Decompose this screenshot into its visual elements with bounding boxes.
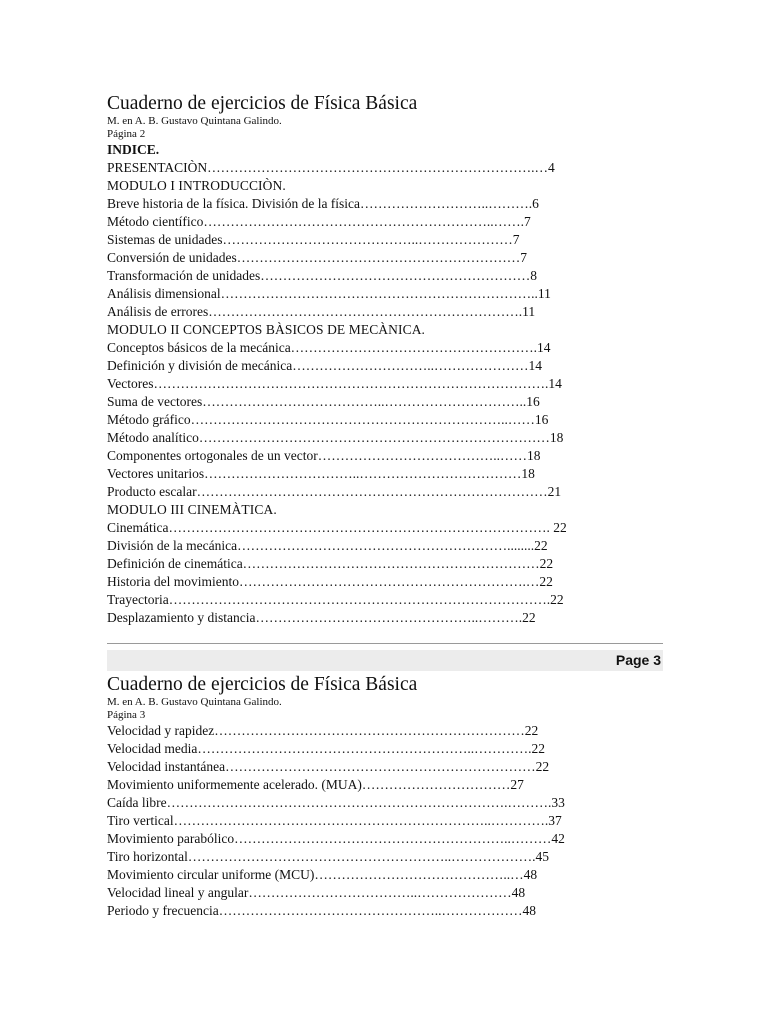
toc-module-heading: MODULO I INTRODUCCIÒN. bbox=[107, 178, 286, 193]
toc-entry: Velocidad media……………………………………………………..………….22 bbox=[107, 741, 545, 756]
toc-entry: Definición de cinemática…………………………………………………………22 bbox=[107, 556, 554, 571]
toc-module-heading: MODULO II CONCEPTOS BÀSICOS DE MECÀNICA. bbox=[107, 322, 426, 337]
toc-entry: Análisis dimensional……………………………………………………………..11 bbox=[107, 286, 551, 301]
toc-entry: División de la mecánica……………………………………………………........22 bbox=[107, 538, 548, 553]
document-title: Cuaderno de ejercicios de Física Básica bbox=[107, 674, 418, 695]
toc-entry: Definición y división de mecánica…………………………..…………………14 bbox=[107, 358, 542, 373]
page-number-label: Página 3 bbox=[107, 709, 146, 721]
toc-entry: Método analítico……………………………………………………………………18 bbox=[107, 430, 564, 445]
toc-entry: Suma de vectores…………………………………..…………………………..16 bbox=[107, 394, 540, 409]
toc-entry: Periodo y frecuencia…………………………………………..………………48 bbox=[107, 903, 536, 918]
toc-entry: Análisis de errores…………………………………………………………….11 bbox=[107, 304, 536, 319]
toc-entry: Movimiento circular uniforme (MCU)……………………………………..…48 bbox=[107, 867, 538, 882]
toc-entry: Método científico………………………………………………………..…….7 bbox=[107, 214, 531, 229]
toc-entry: Movimiento uniformemente acelerado. (MUA)……………………………27 bbox=[107, 777, 524, 792]
page-3-label: Page 3 bbox=[615, 652, 661, 668]
table-of-contents bbox=[107, 159, 667, 627]
toc-entry: PRESENTACIÒN……………………………………………………………….…4 bbox=[107, 160, 555, 175]
toc-entry: Tiro horizontal…………………………………………………..……………….45 bbox=[107, 849, 549, 864]
toc-entry: Producto escalar……………………………………………………………………21 bbox=[107, 484, 562, 499]
toc-entry: Caída libre………………………………………………………………….……….33 bbox=[107, 795, 565, 810]
toc-entry: Trayectoria………………………………………………………………………….22 bbox=[107, 592, 564, 607]
toc-entry: Vectores…………………………………………………………………………….14 bbox=[107, 376, 562, 391]
toc-entry: Vectores unitarios……………………………..………………………………18 bbox=[107, 466, 535, 481]
page-header-band bbox=[107, 650, 663, 671]
toc-entry: Breve historia de la física. División de la física………………………..……….6 bbox=[107, 196, 539, 211]
toc-entry: Método gráfico……………………………………………………………..……16 bbox=[107, 412, 549, 427]
document-page-2 bbox=[107, 92, 667, 627]
document-page-3 bbox=[107, 673, 667, 920]
author-line: M. en A. B. Gustavo Quintana Galindo. bbox=[107, 115, 282, 127]
document-title: Cuaderno de ejercicios de Física Básica bbox=[107, 93, 418, 114]
toc-entry: Conceptos básicos de la mecánica……………………………………………….14 bbox=[107, 340, 551, 355]
toc-entry: Sistemas de unidades……………………………………..…………………7 bbox=[107, 232, 520, 247]
toc-entry: Componentes ortogonales de un vector…………………………………..……18 bbox=[107, 448, 541, 463]
author-line: M. en A. B. Gustavo Quintana Galindo. bbox=[107, 696, 282, 708]
toc-entry: Velocidad instantánea……………………………………………………………22 bbox=[107, 759, 550, 774]
toc-entry: Historia del movimiento……………………………………………………….…22 bbox=[107, 574, 553, 589]
toc-entry: Velocidad lineal y angular………………………………..…………………48 bbox=[107, 885, 526, 900]
toc-entry: Desplazamiento y distancia…………………………………………..……….22 bbox=[107, 610, 536, 625]
toc-entry: Transformación de unidades……………………………………………………8 bbox=[107, 268, 537, 283]
page-number-label: Página 2 bbox=[107, 128, 146, 140]
table-of-contents-continued bbox=[107, 722, 667, 920]
toc-entry: Tiro vertical……………………………………………………………..………….37 bbox=[107, 813, 562, 828]
toc-module-heading: MODULO III CINEMÀTICA. bbox=[107, 502, 277, 517]
toc-entry: Velocidad y rapidez……………………………………………………………22 bbox=[107, 723, 539, 738]
toc-entry: Cinemática…………………………………………………………………………. 22 bbox=[107, 520, 567, 535]
page-divider bbox=[107, 643, 663, 644]
index-heading: INDICE. bbox=[107, 142, 160, 157]
toc-entry: Conversión de unidades………………………………………………………7 bbox=[107, 250, 527, 265]
toc-entry: Movimiento parabólico……………………………………………………..………42 bbox=[107, 831, 565, 846]
